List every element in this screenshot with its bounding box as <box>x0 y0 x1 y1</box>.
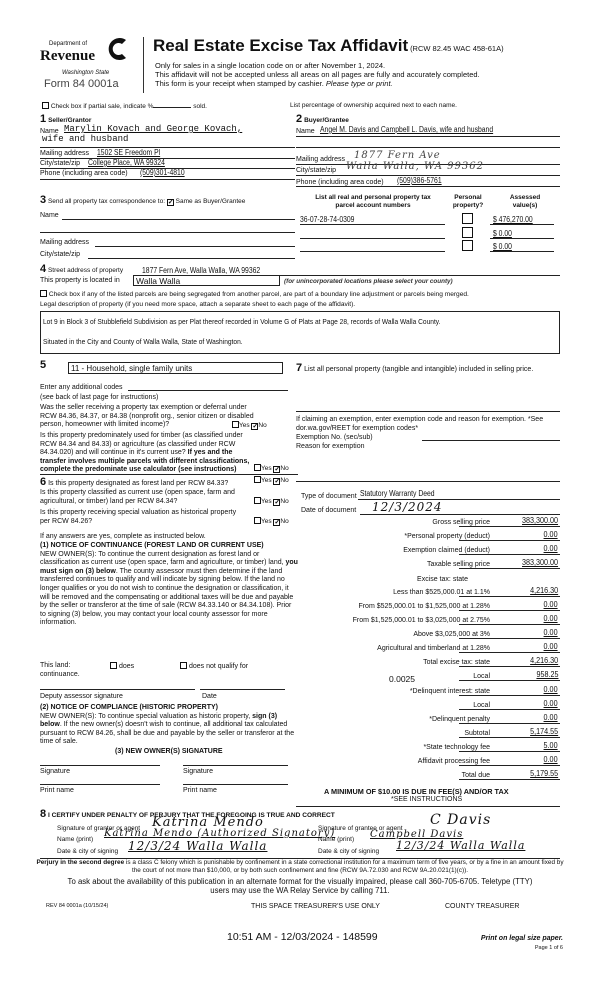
tax-row-label: *Personal property (deduct) <box>404 533 490 540</box>
tax-row-label: Gross selling price <box>432 519 490 526</box>
n1-a: NEW OWNER(S): To continue the current designation as forest land or classification as current use (open space, farm and agriculture, or timber) land, <box>40 550 286 567</box>
no-label: No <box>280 465 289 472</box>
tax-row-line <box>459 765 560 766</box>
same-as-buyer-checkbox[interactable]: ✓ <box>167 199 174 206</box>
buyer-phone[interactable]: (509)386-5761 <box>397 176 442 185</box>
deputy-signature-line[interactable] <box>40 689 195 690</box>
tax-row-value[interactable]: 5,179.55 <box>529 769 558 778</box>
n1-b: you must sign on (3) below <box>40 559 298 575</box>
sec6-num: 6 <box>40 476 47 488</box>
tax-row-line <box>459 680 560 681</box>
sec7-label <box>296 363 561 375</box>
sec4-num: 4 <box>40 263 47 275</box>
dept-of: Department of <box>49 41 88 47</box>
does-checkbox[interactable] <box>110 662 117 669</box>
seller-mail-label: Mailing address <box>40 150 90 157</box>
grantor-name-label: Name (print) <box>57 836 94 843</box>
sec2-num: 2 <box>296 113 303 125</box>
additional-codes-label: Enter any additional codes <box>40 384 123 391</box>
q-forest-text: Is this property designated as forest land per RCW 84.33? <box>48 480 229 487</box>
seller-name-line <box>40 147 295 148</box>
seller-city[interactable]: College Place, WA 99324 <box>88 158 165 167</box>
reason-input[interactable] <box>296 481 560 482</box>
legal-line-1: Lot 9 in Block 3 of Stubblefield Subdivision as per Plat thereof recorded in Volume G of Plats at Page 28, records of Walla Walla County. <box>43 317 441 326</box>
treasurer-use: THIS SPACE TREASURER'S USE ONLY <box>251 903 380 910</box>
seller-name-2[interactable]: wife and husband <box>42 134 129 144</box>
perjury <box>35 859 565 875</box>
tax-row-line <box>459 554 560 555</box>
personal-h: Personal <box>454 194 482 201</box>
no-checkbox[interactable]: ✓ <box>274 499 281 506</box>
yes-checkbox[interactable] <box>254 497 261 504</box>
deputy-label: Deputy assessor signature <box>40 693 123 700</box>
yes-no-forest <box>254 476 289 485</box>
line <box>95 246 295 247</box>
does-not-label: does not qualify for <box>188 663 249 670</box>
sec7-text: List all personal property (tangible and intangible) included in selling price. <box>304 366 534 373</box>
line <box>88 258 295 259</box>
title-rcw: (RCW 82.45 WAC 458-61A) <box>410 44 504 53</box>
no-label: No <box>280 518 289 525</box>
sec8-num: 8 <box>40 808 47 820</box>
segregated-checkbox[interactable] <box>40 290 47 297</box>
yes-no-timber <box>254 464 289 473</box>
partial-sale <box>42 102 207 110</box>
title-text: Real Estate Excise Tax Affidavit <box>153 36 409 55</box>
q-forest <box>40 476 228 488</box>
divider <box>40 474 298 475</box>
buyer-name[interactable]: Angel M. Davis and Campbell L. Davis, wife and husband <box>320 125 494 134</box>
tax-row-label: Local <box>473 702 490 709</box>
personal-property-checkbox[interactable] <box>462 227 473 238</box>
if-yes: If any answers are yes, complete as instructed below. <box>40 533 206 540</box>
this-land: This land: <box>40 662 71 669</box>
form-number: Form 84 0001a <box>44 78 119 90</box>
tax-row-value[interactable]: 0.00 <box>543 600 558 609</box>
grantor-signature[interactable]: Katrina Mendo <box>152 815 264 830</box>
tax-row-value[interactable]: 958.25 <box>535 670 558 679</box>
sec3-heading <box>40 194 245 206</box>
exempt-no-label: Exemption No. (sec/sub) <box>296 434 373 441</box>
line <box>296 147 560 148</box>
q-current-use: Is this property classified as current use (open space, farm and agricultural, or timber) land per RCW 84.34? <box>40 489 235 505</box>
n1-title: (1) NOTICE OF CONTINUANCE (FOREST LAND OR CURRENT USE) <box>40 542 264 549</box>
line <box>40 179 295 180</box>
personal-property-checkbox[interactable] <box>462 240 473 251</box>
dor-logo-icon <box>104 36 130 62</box>
reason-label: Reason for exemption <box>296 443 365 450</box>
no-checkbox[interactable]: ✓ <box>274 478 281 485</box>
tax-row-label: Total excise tax: state <box>423 659 490 666</box>
sec3-mail-label: Mailing address <box>40 239 90 246</box>
yes-label: Yes <box>261 477 272 484</box>
no-label: No <box>280 498 289 505</box>
street-label <box>40 263 123 275</box>
county-treasurer: COUNTY TREASURER <box>445 903 520 910</box>
minimum-due: A MINIMUM OF $10.00 IS DUE IN FEE(S) AND/OR TAX <box>324 787 509 796</box>
seller-title: Seller/Grantor <box>48 117 92 124</box>
parcel-h1: List all real and personal property tax <box>315 194 431 201</box>
partial-sale-checkbox[interactable] <box>42 102 49 109</box>
n1-c: . The county assessor must then determine if the land transferred continues to qualify and will indicate by signing below. If the land no longer qualifies or you do not wish to continue the designation or classification, it will be removed and the compensating or additional taxes will be due and payable by the seller or transferor at the time of sale (RCW 84.33.140 or 84.34.108). Prior to signing (3) below, you may contact your local county assessor for more information. <box>40 567 294 627</box>
tax-row-line <box>459 695 560 696</box>
buyer-name-label: Name <box>296 128 315 135</box>
doc-type-label: Type of document <box>301 493 357 500</box>
see-back: (see back of last page for instructions) <box>40 394 159 401</box>
grantee-name-label: Name (print) <box>318 836 355 843</box>
tax-row-label: Total due <box>461 772 490 779</box>
seller-mail[interactable]: 1502 SE Freedom Pl <box>97 148 161 157</box>
see-instructions: *SEE INSTRUCTIONS <box>391 796 463 803</box>
doc-type[interactable]: Statutory Warranty Deed <box>360 489 435 498</box>
tax-row-label: Agricultural and timberland at 1.28% <box>377 645 490 652</box>
divider <box>296 806 560 807</box>
line <box>490 238 554 239</box>
yes-label: Yes <box>239 422 250 429</box>
no-checkbox[interactable]: ✓ <box>252 423 259 430</box>
line <box>296 186 560 187</box>
q-timber-text: Is this property predominately used for timber (as classified under RCW 84.34 and 84.33) or agriculture (as classified under RCW 84.34.020) and will continue in it's current use? <box>40 432 243 457</box>
seller-name-1[interactable]: Marylin Kovach and George Kovach, <box>64 124 243 134</box>
tax-row-label: Above $3,025,000 at 3% <box>413 631 490 638</box>
assessed-value[interactable]: $ 476,270.00 <box>493 215 533 224</box>
no-checkbox[interactable]: ✓ <box>274 466 281 473</box>
tax-row-label: *Delinquent penalty <box>429 716 490 723</box>
tax-row-value[interactable]: 0.00 <box>543 685 558 694</box>
line <box>490 224 554 225</box>
tax-row-value[interactable]: 0.00 <box>543 755 558 764</box>
seller-phone[interactable]: (509)301-4810 <box>140 168 185 177</box>
signature-line[interactable] <box>40 765 160 766</box>
page-title <box>153 36 504 56</box>
buyer-phone-label: Phone (including area code) <box>296 179 384 186</box>
tax-row-line <box>459 624 560 625</box>
tax-row-value[interactable]: 4,216.30 <box>529 586 558 595</box>
notice-continuance <box>40 542 298 628</box>
subtitle-2: This affidavit will not be accepted unless all areas on all pages are fully and accurately completed. <box>155 70 480 79</box>
perjury-bold: Perjury in the second degree <box>36 859 125 866</box>
does-label: does <box>118 663 135 670</box>
assessed-h: Assessed <box>509 194 541 201</box>
n2-a: NEW OWNER(S): To continue special valuation as historic property, <box>40 712 253 720</box>
yes-label: Yes <box>261 518 272 525</box>
no-label: No <box>280 477 289 484</box>
personal-property-checkbox[interactable] <box>462 213 473 224</box>
grantee-name[interactable]: Campbell Davis <box>370 829 464 840</box>
q-exemption: Was the seller receiving a property tax exemption or deferral under RCW 84.36, 84.37, or 84.38 (nonprofit org., senior citizen or disabled person, homeowner with limited income)? <box>40 404 254 429</box>
located-select[interactable]: Walla Walla <box>133 275 280 286</box>
tax-row-line <box>459 751 560 752</box>
yes-checkbox[interactable] <box>254 517 261 524</box>
seller-phone-label: Phone (including area code) <box>40 170 128 177</box>
partial-sold: sold. <box>193 103 207 110</box>
tax-row-value[interactable]: 5,174.55 <box>529 727 558 736</box>
signature-line[interactable] <box>183 765 288 766</box>
q-timber-bold: If yes and the transfer involves multiple parcels with different classifications, complete the predominate use calculator (see instructions) <box>40 449 250 474</box>
tax-row-line <box>459 568 560 569</box>
assessed-col-header <box>495 194 555 210</box>
does-not-checkbox[interactable] <box>180 662 187 669</box>
tax-row-label: Exemption claimed (deduct) <box>403 547 490 554</box>
tax-row-value[interactable]: 5.00 <box>543 741 558 750</box>
tax-row-label: Affidavit processing fee <box>417 758 490 765</box>
partial-label: Check box if partial sale, indicate % <box>50 103 154 110</box>
washington-state: Washington State <box>62 70 110 76</box>
buyer-heading <box>296 113 349 125</box>
list-pct: List percentage of ownership acquired next to each name. <box>290 102 457 109</box>
tax-row-label: From $1,525,000.01 to $3,025,000 at 2.75% <box>352 617 490 624</box>
n2-c: . If the new owner(s) doesn't wish to continue, all additional tax calculated pursuant to RCW 84.26, shall be due and payable by the seller or transferor at the time of sale. <box>40 721 295 746</box>
perjury-text: is a class C felony which is punishable by confinement in a state correctional institution for a maximum term of five years, or by a fine in an amount fixed by the court of not more than $10,000, or by both such confinement and fine (RCW 9A.72.030 and RCW 9A.20.021(1)(c)). <box>124 859 564 874</box>
located-label: This property is located in <box>40 277 120 284</box>
signature-label: Signature <box>183 768 213 775</box>
buyer-city[interactable]: Walla Walla, WA 99362 <box>346 161 484 172</box>
header-divider <box>143 37 144 93</box>
grantor-name[interactable]: Katrina Mendo (Authorized Signatory) <box>104 828 336 839</box>
line <box>296 136 560 137</box>
legal-label: Legal description of property (if you need more space, attach a separate sheet to each page of the affidavit). <box>40 301 356 308</box>
personal-col-header <box>448 194 488 210</box>
grantee-sig-label: Signature of grantee or agent <box>318 825 403 832</box>
seller-city-label: City/state/zip <box>40 160 81 167</box>
legal-line-2: Situated in the City and County of Walla Walla, State of Washington. <box>43 337 243 346</box>
does-not-option <box>180 662 248 670</box>
deputy-date-label: Date <box>202 693 217 700</box>
tax-row-label: Less than $525,000.01 at 1.1% <box>393 589 490 596</box>
subtitle-3-text: This form is your receipt when stamped by cashier. <box>155 79 324 88</box>
tax-row-line <box>459 709 560 710</box>
local-rate: 0.0025 <box>389 674 415 684</box>
line <box>300 224 445 225</box>
tax-row-line <box>459 737 560 738</box>
does-option <box>110 662 134 670</box>
line <box>490 251 554 252</box>
tax-row-line <box>459 526 560 527</box>
sec7-num: 7 <box>296 362 303 374</box>
tax-row-label: Excise tax: state <box>417 576 468 583</box>
legal-paper: Print on legal size paper. <box>480 935 563 942</box>
tax-row-value[interactable]: 0.00 <box>543 713 558 722</box>
yes-checkbox[interactable] <box>254 476 261 483</box>
doc-date-label: Date of document <box>301 507 357 514</box>
print-name-line[interactable] <box>183 784 288 785</box>
sec3-num: 3 <box>40 194 47 206</box>
yes-no-current-use <box>254 497 289 506</box>
line <box>300 238 445 239</box>
tax-row-label: *State technology fee <box>423 744 490 751</box>
land-use-code-select[interactable]: 11 - Household, single family units <box>68 362 283 374</box>
segregated-label: Check box if any of the listed parcels are being segregated from another parcel, are part of a boundary line adjustment or parcels being merged. <box>48 291 469 298</box>
yes-no-exemption <box>232 421 267 430</box>
located-note: (for unincorporated locations please select your county) <box>284 278 453 285</box>
legal-description-box[interactable] <box>40 311 560 354</box>
rev-number: REV 84 0001a (10/15/24) <box>46 903 109 909</box>
parcel-number[interactable]: 36-07-28-74-0309 <box>300 215 355 224</box>
grantee-signature[interactable]: C Davis <box>430 812 492 828</box>
street-address[interactable]: 1877 Fern Ave, Walla Walla, WA 99362 <box>142 266 261 275</box>
sec3-label: Send all property tax correspondence to: <box>47 198 166 205</box>
tax-row-value[interactable]: 4,216.30 <box>529 656 558 665</box>
additional-codes-input[interactable] <box>128 390 288 391</box>
yes-label: Yes <box>261 498 272 505</box>
signature-label: Signature <box>40 768 70 775</box>
print-name-label: Print name <box>183 787 217 794</box>
print-name-line[interactable] <box>40 784 160 785</box>
sec1-num: 1 <box>40 113 47 125</box>
no-label: No <box>258 422 267 429</box>
tax-row-value[interactable]: 0.00 <box>543 642 558 651</box>
yes-checkbox[interactable] <box>232 421 239 428</box>
grantor-date-city[interactable]: 12/3/24 Walla Walla <box>128 839 268 853</box>
personal-property-input[interactable] <box>296 411 560 412</box>
q-timber <box>40 432 250 475</box>
yes-checkbox[interactable] <box>254 464 261 471</box>
sec3-name-label: Name <box>40 212 59 219</box>
grantor-sig-label: Signature of grantor or agent <box>57 825 141 832</box>
tax-row-value[interactable]: 0.00 <box>543 699 558 708</box>
tax-row-value[interactable]: 0.00 <box>543 530 558 539</box>
exemption-no-input[interactable] <box>422 440 560 441</box>
grantee-date-city[interactable]: 12/3/24 Walla Walla <box>396 839 526 852</box>
assessed-value[interactable]: $ 0.00 <box>493 229 512 238</box>
buyer-title: Buyer/Grantee <box>304 117 349 124</box>
tax-row-line <box>459 779 560 780</box>
sec5-num: 5 <box>40 359 47 371</box>
parcel-col-header <box>303 194 443 210</box>
print-name-label: Print name <box>40 787 74 794</box>
tax-row-value[interactable]: 0.00 <box>543 628 558 637</box>
revenue-logo-text: Revenue <box>40 48 95 64</box>
n3-title: (3) NEW OWNER(S) SIGNATURE <box>115 748 223 755</box>
exempt-text: If claiming an exemption, enter exemption code and reason for exemption. *See dor.wa.gov/REET for exemption codes* <box>296 416 544 432</box>
buyer-mail-label: Mailing address <box>296 156 346 163</box>
tax-row-value[interactable]: 0.00 <box>543 544 558 553</box>
tax-row-label: *Delinquent interest: state <box>409 688 490 695</box>
line <box>40 232 295 233</box>
same-as-buyer-label: Same as Buyer/Grantee <box>175 198 246 205</box>
continuance: continuance. <box>40 671 80 678</box>
segregated <box>40 290 469 298</box>
q-historic: Is this property receiving special valuation as historical property per RCW 84.26? <box>40 509 237 525</box>
recording-stamp: 10:51 AM - 12/03/2024 - 148599 <box>227 931 378 943</box>
tax-row-line <box>459 652 560 653</box>
tax-row-label: Subtotal <box>464 730 490 737</box>
tax-row-line <box>459 666 560 667</box>
no-checkbox[interactable]: ✓ <box>274 519 281 526</box>
tax-row-line <box>459 610 560 611</box>
tax-row-line <box>459 540 560 541</box>
tax-row-value[interactable]: 383,300.00 <box>521 558 558 567</box>
tax-row-label: From $525,000.01 to $1,525,000 at 1.28% <box>358 603 490 610</box>
tax-row-line <box>459 596 560 597</box>
n2-title: (2) NOTICE OF COMPLIANCE (HISTORIC PROPERTY) <box>40 704 218 711</box>
tax-row-value[interactable]: 383,300.00 <box>521 516 558 525</box>
line <box>40 158 295 159</box>
line <box>62 219 295 220</box>
accessibility: To ask about the availability of this publication in an alternate format for the visually impaired, please call 360-705-6705. Teletype (TTY) users may use the WA Relay Service by calling 711. <box>67 877 533 895</box>
parcel-h1b: parcel account numbers <box>335 202 411 209</box>
certify-text: I CERTIFY UNDER PENALTY OF PERJURY THAT THE FOREGOING IS TRUE AND CORRECT <box>47 812 335 819</box>
subtitle-1: Only for sales in a single location code on or after November 1, 2024. <box>155 61 386 70</box>
n2-b: sign (3) below <box>40 712 278 729</box>
buyer-mail[interactable]: 1877 Fern Ave <box>354 150 441 161</box>
personal-hb: property? <box>452 202 484 209</box>
subtitle-3 <box>155 79 393 88</box>
line <box>300 251 445 252</box>
tax-row-line <box>459 723 560 724</box>
yes-label: Yes <box>261 465 272 472</box>
grantor-date-label: Date & city of signing <box>57 848 119 855</box>
seller-name-label: Name <box>40 128 59 135</box>
notice-compliance <box>40 704 298 747</box>
grantee-date-label: Date & city of signing <box>318 848 380 855</box>
subtitle-3-italic: Please type or print. <box>325 79 393 88</box>
date-line[interactable] <box>200 689 285 690</box>
sec3-city-label: City/state/zip <box>40 251 81 258</box>
line <box>360 514 560 515</box>
assessed-hb: value(s) <box>512 202 538 209</box>
yes-no-historic <box>254 517 289 526</box>
tax-row-label: Local <box>473 673 490 680</box>
tax-row-line <box>459 638 560 639</box>
tax-row-value[interactable]: 0.00 <box>543 614 558 623</box>
assessed-value[interactable]: $ 0.00 <box>493 242 512 251</box>
tax-row-label: Taxable selling price <box>426 561 490 568</box>
page-number: Page 1 of 6 <box>534 945 563 951</box>
doc-date[interactable]: 12/3/2024 <box>372 500 443 514</box>
street-label-text: Street address of property <box>47 267 124 274</box>
buyer-city-label: City/state/zip <box>296 167 337 174</box>
